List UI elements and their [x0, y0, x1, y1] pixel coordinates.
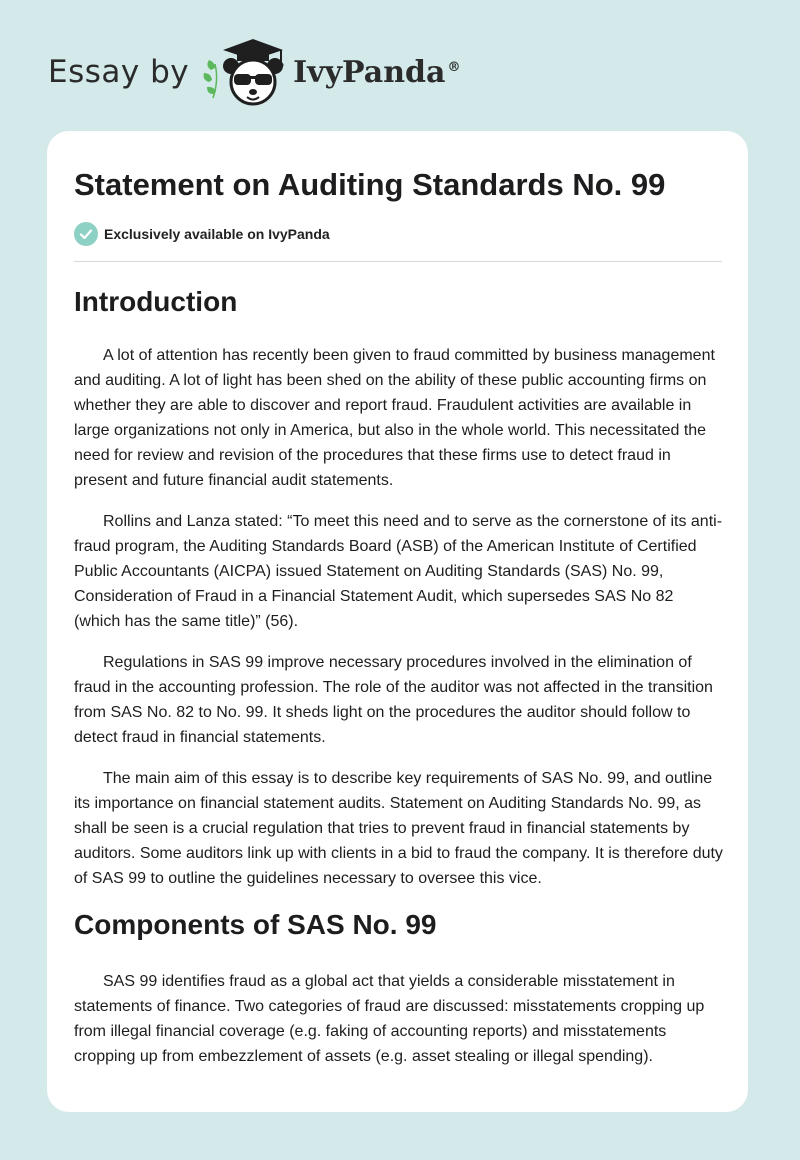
page-title: Statement on Auditing Standards No. 99: [74, 167, 666, 202]
ivypanda-logo-icon: [203, 36, 289, 108]
paragraph: The main aim of this essay is to describe key requirements of SAS No. 99, and outline its importance on financial statement audits. Statement on Auditing Standards No. 99, as shall be seen is a crucial regulation that tries to prevent fraud in financial statements by auditors. Some auditors link up with clients in a bid to fraud the company. It is therefore duty of SAS 99 to outline the guidelines necessary to oversee this vice.: [74, 770, 723, 887]
essay-card: [47, 131, 748, 1112]
brand-name: IvyPanda ®: [293, 54, 461, 90]
paragraph: A lot of attention has recently been given to fraud committed by business management and auditing. A lot of light has been shed on the ability of these public accounting firms on whether they are able to discover and report fraud. Fraudulent activities are available in large organizations not only in America, but also in the whole world. This necessitated the need for review and revision of the procedures that these firms use to detect fraud in present and future financial audit statements.: [74, 347, 715, 489]
paragraph: Regulations in SAS 99 improve necessary procedures involved in the elimination of fraud in the accounting profession. The role of the auditor was not affected in the transition from SAS No. 82 to No. 99. It sheds light on the procedures the auditor should follow to detect fraud in financial statements.: [74, 654, 713, 746]
exclusive-label: Exclusively available on IvyPanda: [104, 226, 330, 242]
divider: [74, 261, 722, 262]
exclusive-badge: [74, 222, 330, 246]
section-heading-components: Components of SAS No. 99: [74, 909, 437, 940]
site-brand[interactable]: [48, 36, 460, 108]
paragraph: SAS 99 identifies fraud as a global act that yields a considerable misstatement in statements of finance. Two categories of fraud are discussed: misstatements cropping up from illegal financial coverage (e.g. faking of accounting reports) and misstatements cropping up from embezzlement of assets (e.g. asset stealing or illegal spending).: [74, 973, 705, 1065]
brand-prefix: Essay by: [48, 54, 190, 90]
check-icon: [74, 222, 98, 246]
paragraph: Rollins and Lanza stated: “To meet this need and to serve as the cornerstone of its anti-fraud program, the Auditing Standards Board (ASB) of the American Institute of Certified Public Accountants (AICPA) issued Statement on Auditing Standards (SAS) No. 99, Consideration of Fraud in a Financial Statement Audit, which supersedes SAS No 82 (which has the same title)” (56).: [74, 513, 723, 630]
section-heading-introduction: Introduction: [74, 286, 238, 317]
